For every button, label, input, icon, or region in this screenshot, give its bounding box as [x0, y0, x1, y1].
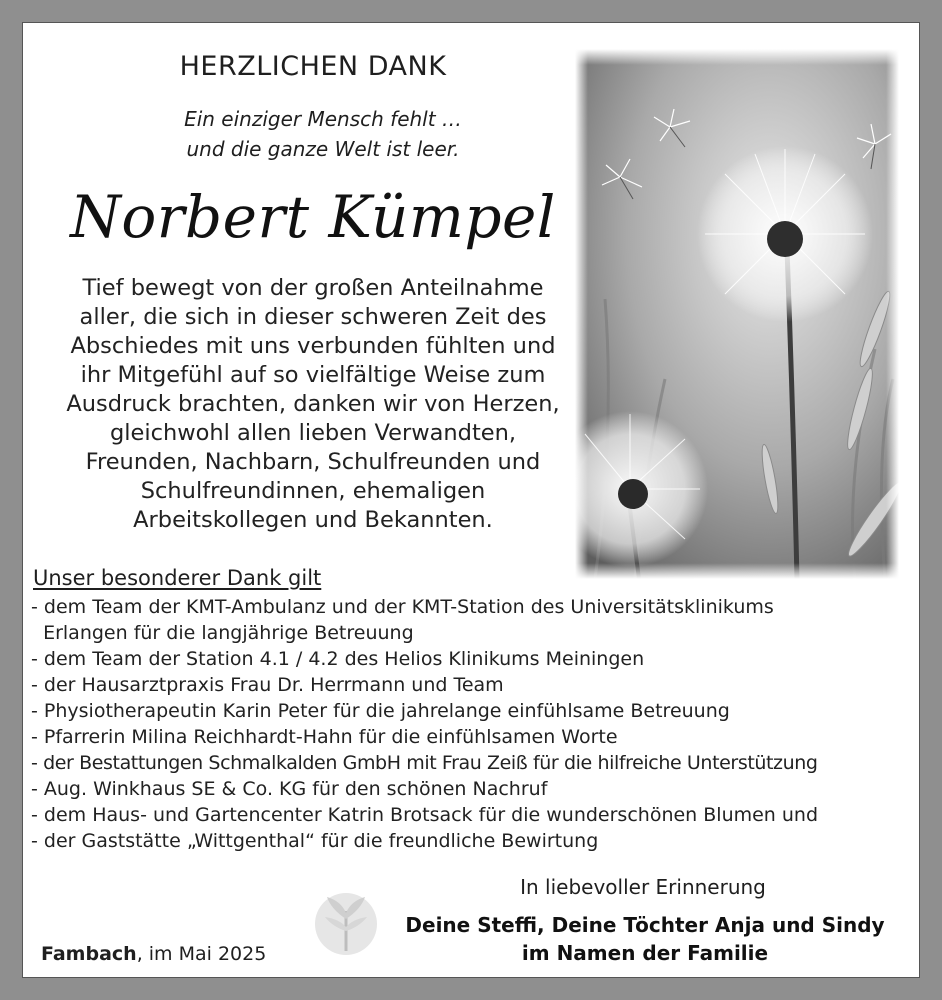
thanks-item: - dem Team der KMT-Ambulanz und der KMT-Station des Universitätsklinikums: [31, 596, 774, 618]
signer-line: im Namen der Familie: [521, 941, 769, 965]
signer-line: Deine Steffi, Deine Töchter Anja und Sindy: [405, 913, 885, 937]
body-text-line: aller, die sich in dieser schweren Zeit des: [79, 304, 547, 330]
body-text-line: Ausdruck brachten, danken wir von Herzen,: [66, 391, 560, 417]
motto-line: und die ganze Welt ist leer.: [186, 137, 460, 161]
thanks-item: - der Bestattungen Schmalkalden GmbH mit Frau Zeiß für die hilfreiche Unterstützung: [31, 752, 818, 774]
thanks-item: - der Gaststätte „Wittgenthal“ für die freundliche Bewirtung: [31, 830, 599, 852]
thanks-item: - dem Team der Station 4.1 / 4.2 des Helios Klinikums Meiningen: [31, 648, 645, 670]
place: Fambach: [41, 943, 137, 965]
motto-line: Ein einziger Mensch fehlt …: [184, 107, 462, 131]
body-text-line: gleichwohl allen lieben Verwandten,: [109, 420, 517, 446]
body-text-line: Freunden, Nachbarn, Schulfreunden und: [85, 449, 541, 475]
body-text-line: Arbeitskollegen und Bekannten.: [133, 507, 493, 533]
body-text-line: Schulfreundinnen, ehemaligen: [140, 478, 486, 504]
body-text-line: Tief bewegt von der großen Anteilnahme: [82, 275, 544, 301]
memorial-emblem: [313, 891, 379, 957]
thanks-item: - der Hausarztpraxis Frau Dr. Herrmann und Team: [31, 674, 504, 696]
thanks-item: Erlangen für die langjährige Betreuung: [31, 622, 414, 644]
body-text-line: ihr Mitgefühl auf so vielfältige Weise zum: [80, 362, 546, 388]
obituary-card: [22, 22, 920, 978]
remembrance-line: In liebevoller Erinnerung: [520, 875, 766, 899]
place-date: [41, 943, 266, 965]
thanks-item: - Physiotherapeutin Karin Peter für die jahrelange einfühlsame Betreuung: [31, 700, 730, 722]
body-text-line: Abschiedes mit uns verbunden fühlten und: [70, 333, 556, 359]
thanks-item: - Pfarrerin Milina Reichhardt-Hahn für die einfühlsamen Worte: [31, 726, 618, 748]
heading: HERZLICHEN DANK: [179, 51, 447, 82]
date: , im Mai 2025: [136, 943, 267, 965]
thanks-item: - Aug. Winkhaus SE & Co. KG für den schönen Nachruf: [31, 778, 548, 800]
thanks-item: - dem Haus- und Gartencenter Katrin Brotsack für die wunderschönen Blumen und: [31, 804, 819, 826]
dandelion-photo: [575, 49, 899, 579]
special-thanks-heading: Unser besonderer Dank gilt: [33, 566, 322, 590]
deceased-name: Norbert Kümpel: [70, 183, 556, 251]
